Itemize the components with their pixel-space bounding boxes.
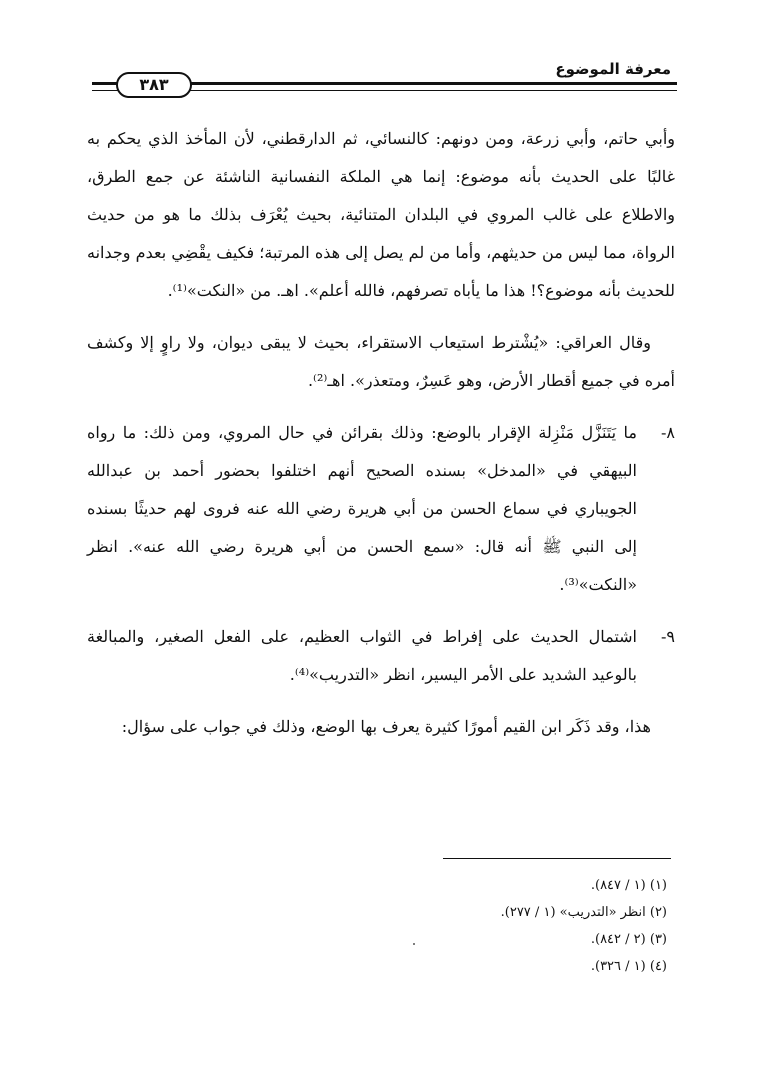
footnote: (٤) (١ / ٣٢٦). (590, 959, 667, 974)
paragraph: هذا، وقد ذَكَر ابن القيم أمورًا كثيرة يعرف بها الوضع، وذلك في جواب على سؤال: (121, 717, 651, 736)
running-title: معرفة الموضوع (555, 60, 671, 78)
list-item-text: ما يَتَنَزَّل مَنْزِلة الإقرار بالوضع: وذلك بقرائن في حال المروي، ومن ذلك: ما رواه البيهقي في «المدخل» بسنده الصحيح أنهم اختلفوا بحضور أحمد بن عبدالله الجويباري في سماع الحسن من أبي هريرة رضي الله عنه فروى لهم حديثًا بسنده إلى النبي ﷺ أنه قال: «سمع الحسن من أبي هريرة رضي الله عنه». انظر «النكت»⁽³⁾. (87, 423, 637, 594)
footnote: (١) (١ / ٨٤٧). (590, 878, 667, 893)
list-item-number: ٩- (661, 627, 675, 646)
print-speck (413, 943, 415, 945)
footnote: (٢) انظر «التدريب» (١ / ٢٧٧). (500, 905, 667, 920)
paragraph: وأبي حاتم، وأبي زرعة، ومن دونهم: كالنسائي، ثم الدارقطني، لأن المأخذ الذي يحكم به غالبًا على الحديث بأنه موضوع: إنما هي الملكة النفسانية الناشئة عن جمع الطرق، والاطلاع على غالب المروي في البلدان المتنائية، بحيث يُعْرَف بذلك ما هو من حديث الرواة، مما ليس من حديثهم، وأما من لم يصل إلى هذه المرتبة؛ فكيف يقْضِي بعدم وجدانه للحديث بأنه موضوع؟! هذا ما يأباه تصرفهم، فالله أعلم». اهـ. من «النكت»⁽¹⁾. (87, 129, 675, 300)
list-item-number: ٨- (661, 423, 675, 442)
list-item (87, 618, 675, 694)
footnote: (٣) (٢ / ٨٤٢). (590, 932, 667, 947)
footnote-divider (443, 858, 671, 859)
list-item (87, 414, 675, 604)
footnotes (267, 872, 667, 980)
page-number: ٣٨٣ (116, 72, 192, 98)
main-text (87, 120, 675, 760)
paragraph: وقال العراقي: «يُشْترط استيعاب الاستقراء، بحيث لا يبقى ديوان، ولا راوٍ إلا وكشف أمره في جميع أقطار الأرض، وهو عَسِرٌ، ومتعذر». اهـ⁽²⁾. (87, 333, 675, 390)
list-item-text: اشتمال الحديث على إفراط في الثواب العظيم، على الفعل الصغير، والمبالغة بالوعيد الشديد على الأمر اليسير، انظر «التدريب»⁽⁴⁾. (87, 627, 637, 684)
